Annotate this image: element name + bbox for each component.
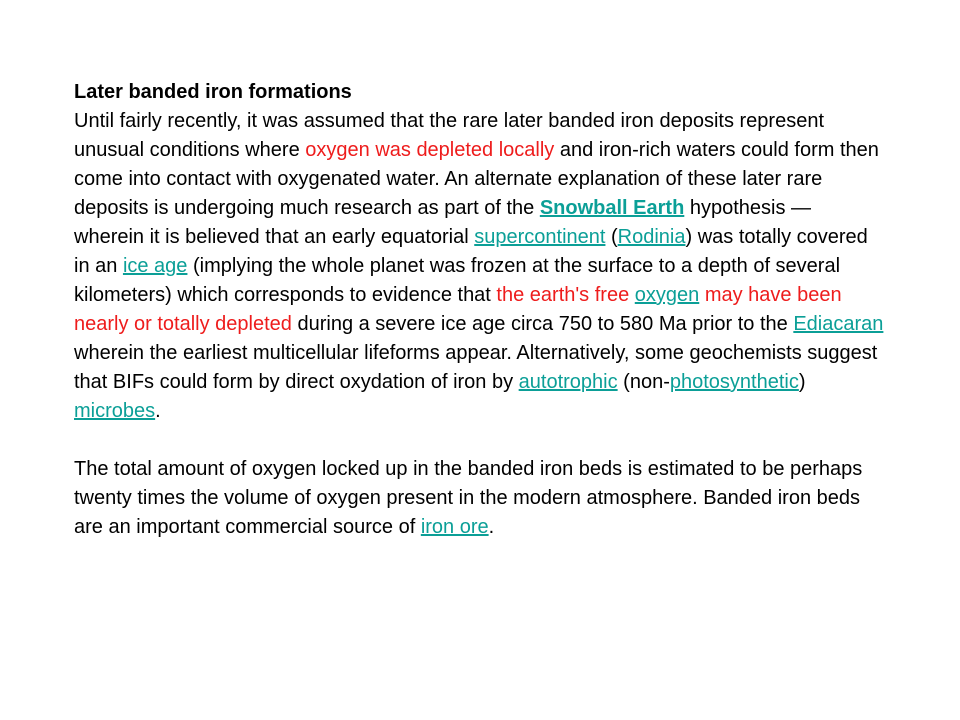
text-run: (implying the whole planet was frozen at the surface to a depth of several kilometers) which corresponds to evidence that xyxy=(74,255,841,306)
text-run: (non- xyxy=(617,371,670,393)
link-ediacaran[interactable]: Ediacaran xyxy=(793,313,884,335)
paragraph-2 xyxy=(74,455,884,542)
link-snowball-earth[interactable]: Snowball Earth xyxy=(539,197,685,219)
text-run: ( xyxy=(605,226,618,248)
text-run: Until fairly recently, it was assumed that the rare later banded iron deposits represent unusual conditions where xyxy=(74,110,824,161)
link-microbes[interactable]: microbes xyxy=(74,400,156,422)
highlight-earths-free: the earth's free xyxy=(496,284,635,306)
text-run: wherein the earliest multicellular lifeforms appear. Alternatively, some geochemists suggest that BIFs could form by direct oxydation of iron by xyxy=(74,342,878,393)
text-run: . xyxy=(155,400,161,422)
link-supercontinent[interactable]: supercontinent xyxy=(474,226,606,248)
text-run: . xyxy=(488,516,495,538)
link-oxygen[interactable]: oxygen xyxy=(634,284,700,306)
link-photosynthetic[interactable]: photosynthetic xyxy=(669,371,799,393)
highlight-depleted: may have been nearly or totally depleted xyxy=(74,284,842,335)
link-iron-ore[interactable]: iron ore xyxy=(420,516,489,538)
text-run: and iron-rich waters could form then come into contact with oxygenated water. An alternate explanation of these later rare deposits is undergoing much research as part of the xyxy=(74,139,879,219)
link-autotrophic[interactable]: autotrophic xyxy=(518,371,618,393)
heading: Later banded iron formations xyxy=(74,81,352,103)
link-ice-age[interactable]: ice age xyxy=(122,255,188,277)
text-run: ) was totally covered in an xyxy=(74,226,868,277)
link-rodinia[interactable]: Rodinia xyxy=(617,226,686,248)
text-block xyxy=(74,78,884,542)
paragraph-gap xyxy=(74,426,884,455)
paragraph-1 xyxy=(74,78,884,426)
text-run: The total amount of oxygen locked up in the banded iron beds is estimated to be perhaps twenty times the volume of oxygen present in the modern atmosphere. Banded iron beds are an important commercial source of xyxy=(74,458,863,538)
highlight-oxygen-depleted: oxygen was depleted locally xyxy=(305,139,555,161)
text-run: during a severe ice age circa 750 to 580 Ma prior to the xyxy=(291,313,794,335)
text-run: hypothesis — wherein it is believed that an early equatorial xyxy=(74,197,812,248)
text-run: ) xyxy=(798,371,806,393)
